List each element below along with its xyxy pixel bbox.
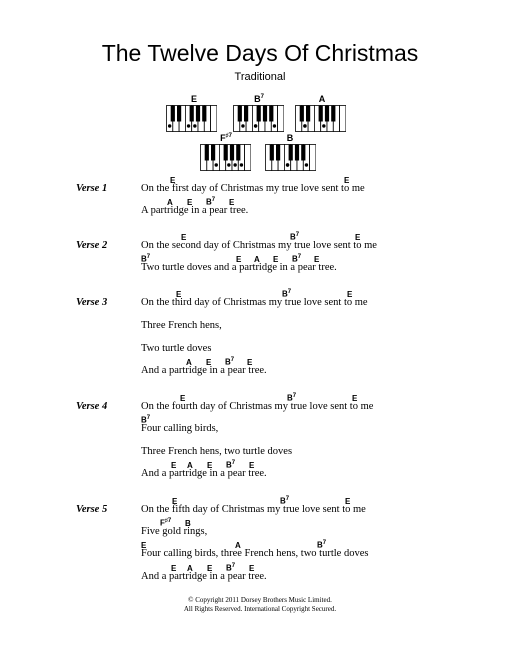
chord-symbol: $B^7$	[141, 415, 151, 425]
copyright-line: © Copyright 2011 Dorsey Brothers Music Limited.	[188, 596, 332, 604]
chord-symbol: A	[254, 255, 260, 264]
chord-symbol: A	[186, 358, 192, 367]
chord-symbol: A	[235, 541, 241, 550]
chord-symbol: $B^7$	[317, 540, 327, 550]
chord-symbol: E	[170, 176, 176, 185]
chord-symbol: E	[314, 255, 320, 264]
chord-symbol: E	[345, 497, 351, 506]
lyric-line: On the fourth day of Christmas my true love sent to me	[141, 401, 374, 412]
chord-symbol: $B^7$	[280, 496, 290, 506]
chord-symbol: $F^{♯7}$	[160, 518, 172, 528]
keyboard-diagram-e	[166, 105, 217, 132]
lyric-line: Three French hens,	[141, 320, 222, 331]
chord-symbol: E	[187, 198, 193, 207]
keyboard-diagram-b7	[233, 105, 284, 132]
copyright-line: All Rights Reserved. International Copyright Secured.	[183, 605, 337, 613]
lyric-line: On the third day of Christmas my true love sent to me	[141, 297, 368, 308]
chord-symbol: E	[347, 290, 353, 299]
chord-symbol: $B^7$	[290, 232, 300, 242]
lyric-line: Four calling birds, three French hens, two turtle doves	[141, 548, 369, 559]
lyric-line: On the second day of Christmas my true love sent to me	[141, 240, 377, 251]
keyboard-diagram-f-sharp-7	[200, 144, 251, 171]
lyric-line: Five gold rings,	[141, 526, 208, 537]
chord-symbol: E	[176, 290, 182, 299]
lyric-line: And a partridge in a pear tree.	[141, 571, 267, 582]
chord-symbol: A	[187, 461, 193, 470]
chord-symbol: E	[180, 394, 186, 403]
keyboard-diagram-b	[265, 144, 316, 171]
chord-symbol: A	[187, 564, 193, 573]
lyric-line: Three French hens, two turtle doves	[141, 446, 293, 457]
lyric-line: And a partridge in a pear tree.	[141, 365, 267, 376]
chord-symbol: E	[181, 233, 187, 242]
chord-symbol: E	[207, 461, 213, 470]
chord-symbol: $B^7$	[282, 289, 292, 299]
chord-diagram-name: A	[318, 94, 326, 104]
lyric-line: And a partridge in a pear tree.	[141, 468, 267, 479]
lyric-line: A partridge in a pear tree.	[141, 205, 249, 216]
chord-symbol: A	[167, 198, 173, 207]
chord-symbol: E	[273, 255, 279, 264]
chord-symbol: E	[207, 564, 213, 573]
chord-symbol: $B^7$	[225, 357, 235, 367]
lyric-line: Two turtle doves	[141, 343, 212, 354]
chord-symbol: $B^7$	[206, 197, 216, 207]
chord-diagram-name: B	[286, 133, 294, 143]
song-credit: Traditional	[234, 71, 286, 83]
chord-diagram-name: $F^{♯7}$	[220, 133, 232, 143]
chord-symbol: E	[171, 461, 177, 470]
chord-symbol: $B^7$	[141, 254, 151, 264]
verse-label: Verse 1	[76, 183, 108, 194]
keyboard-diagram-a	[295, 105, 346, 132]
chord-symbol: E	[229, 198, 235, 207]
chord-symbol: E	[141, 541, 147, 550]
verse-label: Verse 5	[76, 504, 108, 515]
lyric-line: Four calling birds,	[141, 423, 219, 434]
chord-symbol: E	[247, 358, 253, 367]
chord-symbol: $B^7$	[287, 393, 297, 403]
lyric-line: Two turtle doves and a partridge in a pear tree.	[141, 262, 337, 273]
chord-symbol: E	[172, 497, 178, 506]
chord-symbol: E	[249, 461, 255, 470]
chord-symbol: B	[185, 519, 191, 528]
verse-label: Verse 2	[76, 240, 108, 251]
song-title: The Twelve Days Of Christmas	[101, 40, 419, 66]
verse-label: Verse 4	[76, 401, 108, 412]
chord-symbol: E	[249, 564, 255, 573]
chord-symbol: E	[206, 358, 212, 367]
chord-symbol: $B^7$	[292, 254, 302, 264]
chord-symbol: E	[355, 233, 361, 242]
lyric-line: On the first day of Christmas my true love sent to me	[141, 183, 365, 194]
chord-symbol: $B^7$	[226, 460, 236, 470]
chord-symbol: $B^7$	[226, 563, 236, 573]
chord-symbol: E	[344, 176, 350, 185]
chord-symbol: E	[171, 564, 177, 573]
chord-symbol: E	[236, 255, 242, 264]
chord-diagram-name: $B^7$	[254, 94, 264, 104]
chord-symbol: E	[352, 394, 358, 403]
chord-diagram-name: E	[190, 94, 197, 104]
verse-label: Verse 3	[76, 297, 108, 308]
lyric-line: On the fifth day of Christmas my true love sent to me	[141, 504, 366, 515]
